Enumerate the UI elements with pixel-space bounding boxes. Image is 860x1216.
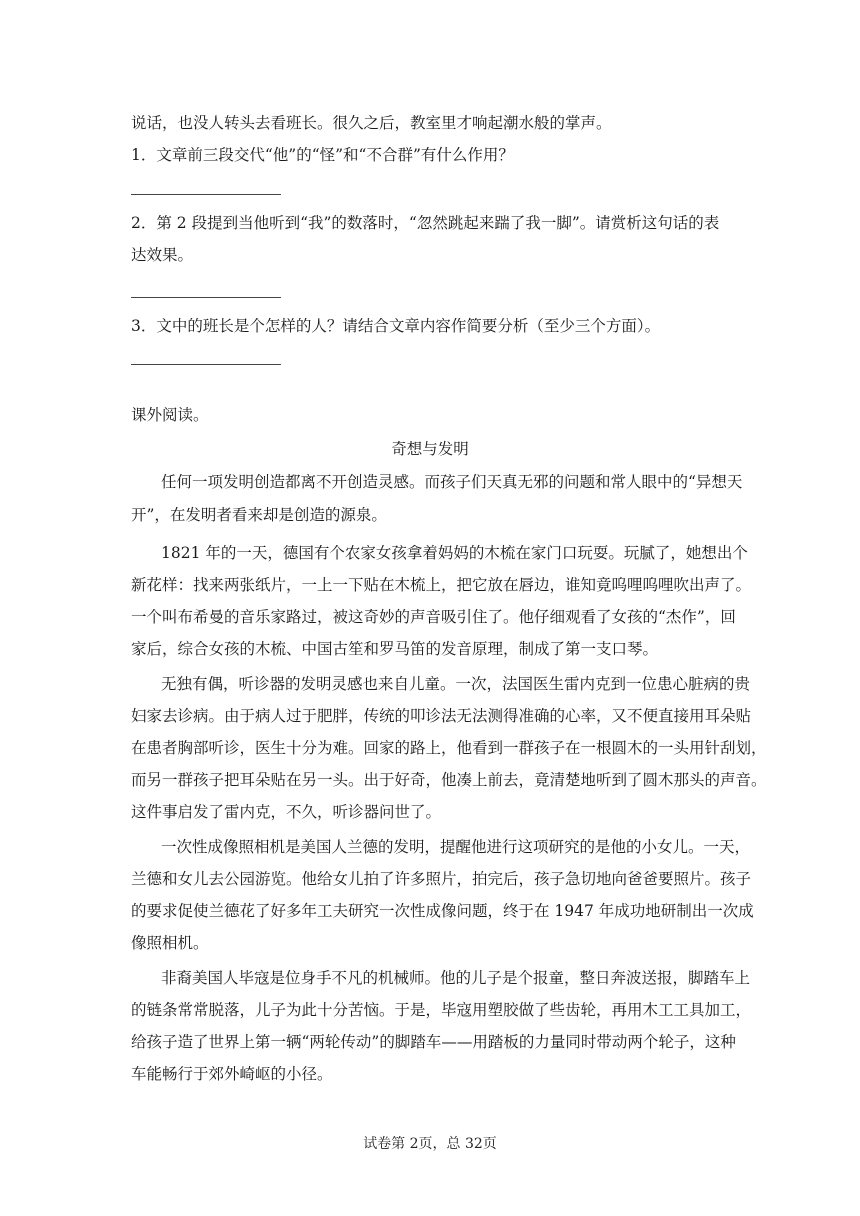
paragraph-4-line-2: 兰德和女儿去公园游览。他给女儿拍了许多照片，拍完后，孩子急切地向爸爸要照片。孩子 [131,870,752,888]
paragraph-2-line-1: 1821 年的一天，德国有个农家女孩拿着妈妈的木梳在家门口玩耍。玩腻了，她想出个 [161,544,748,562]
paragraph-4-line-4: 像照相机。 [131,934,209,952]
paragraph-5-line-1: 非裔美国人毕寇是位身手不凡的机械师。他的儿子是个报童，整日奔波送报，脚踏车上 [161,969,751,987]
paragraph-3-line-3: 在患者胸部听诊，医生十分为难。回家的路上，他看到一群孩子在一根圆木的一头用针刮划， [131,739,767,757]
paragraph-5-line-4: 车能畅行于郊外崎岖的小径。 [131,1065,333,1083]
paragraph-2-line-2: 新花样：找来两张纸片，一上一下贴在木梳上，把它放在唇边，谁知竟呜哩呜哩吹出声了。 [131,576,752,594]
paragraph-1-line-2: 开”，在发明者看来却是创造的源泉。 [131,506,387,524]
paragraph-3-line-5: 这件事启发了雷内克，不久，听诊器问世了。 [131,803,442,821]
question-2-line-1: 2．第 2 段提到当他听到“我”的数落时，“忽然跳起来踹了我一脚”。请赏析这句话的表 [131,214,720,232]
paragraph-4-line-3: 的要求促使兰德花了好多年工夫研究一次性成像问题，终于在 1947 年成功地研制出一次成 [131,902,754,920]
section-label: 课外阅读。 [131,406,209,424]
answer-blank-1[interactable] [131,194,281,195]
paragraph-3-line-4: 而另一群孩子把耳朵贴在另一头。出于好奇，他凑上前去，竟清楚地听到了圆木那头的声音。 [131,771,767,789]
paragraph-2-line-4: 家后，综合女孩的木梳、中国古笙和罗马笛的发音原理，制成了第一支口琴。 [131,640,659,658]
paragraph-2-line-3: 一个叫布希曼的音乐家路过，被这奇妙的声音吸引住了。他仔细观看了女孩的“杰作”，回 [131,608,736,626]
paragraph-5-line-3: 给孩子造了世界上第一辆“两轮传动”的脚踏车——用踏板的力量同时带动两个轮子，这种 [131,1033,736,1051]
page-footer: 试卷第 2页，总 32页 [363,1136,497,1152]
paragraph-4-line-1: 一次性成像照相机是美国人兰德的发明，提醒他进行这项研究的是他的小女儿。一天， [161,838,751,856]
question-3: 3．文中的班长是个怎样的人？请结合文章内容作简要分析（至少三个方面）。 [131,317,661,335]
answer-blank-3[interactable] [131,364,281,365]
paragraph-5-line-2: 的链条常常脱落，儿子为此十分苦恼。于是，毕寇用塑胶做了些齿轮，再用木工工具加工， [131,1001,752,1019]
article-title: 奇想与发明 [391,440,469,458]
answer-blank-2[interactable] [131,297,281,298]
paragraph-3-line-1: 无独有偶，听诊器的发明灵感也来自儿童。一次，法国医生雷内克到一位患心脏病的贵 [161,675,751,693]
paragraph-3-line-2: 妇家去诊病。由于病人过于肥胖，传统的叩诊法无法测得准确的心率，又不便直接用耳朵贴 [131,707,752,725]
paragraph-1-line-1: 任何一项发明创造都离不开创造灵感。而孩子们天真无邪的问题和常人眼中的“异想天 [161,473,743,491]
question-1: 1．文章前三段交代“他”的“怪”和“不合群”有什么作用？ [131,146,514,164]
carryover-line: 说话，也没人转头去看班长。很久之后，教室里才响起潮水般的掌声。 [131,114,612,132]
question-2-line-2: 达效果。 [131,246,194,264]
